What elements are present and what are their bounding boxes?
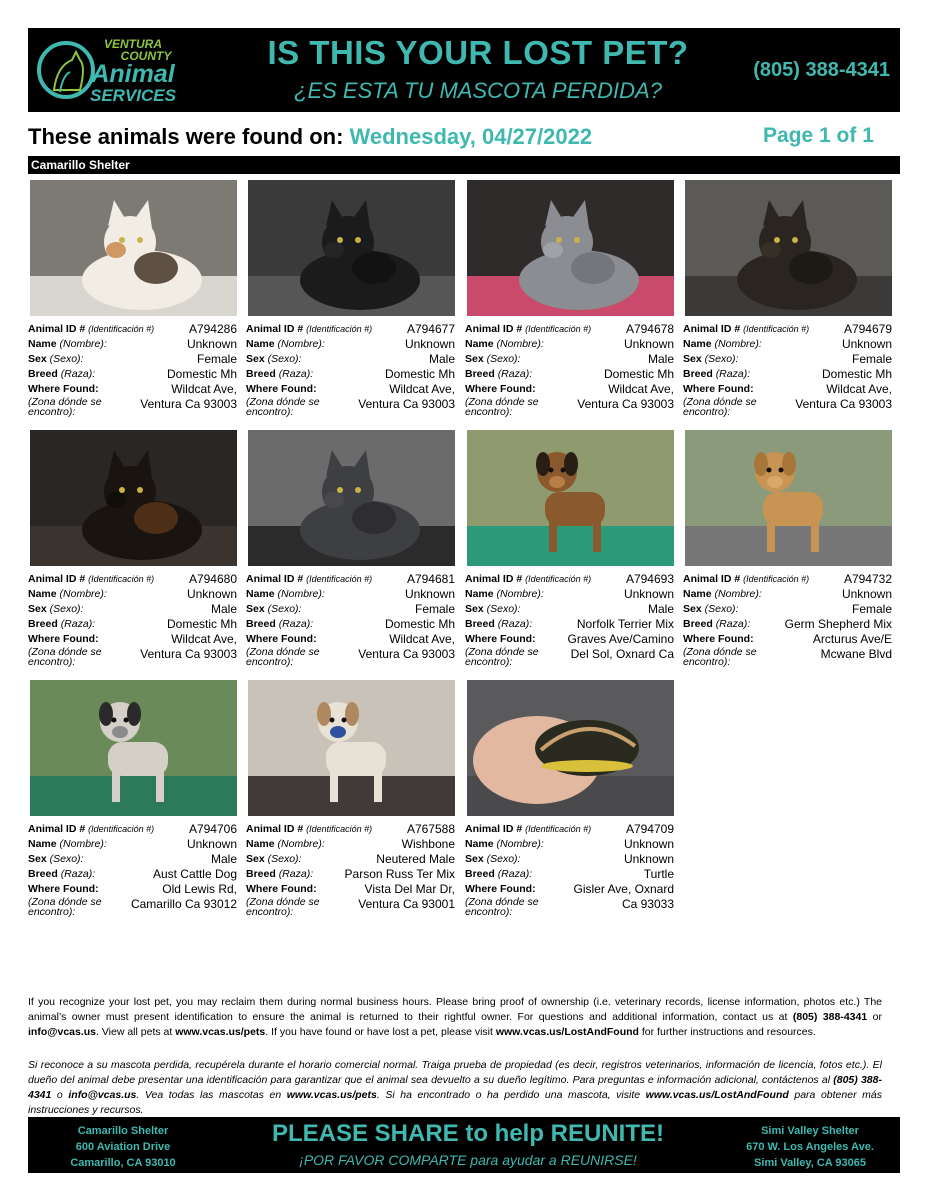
- name-value: Unknown: [186, 587, 237, 601]
- animal-id-label: Animal ID # (Identificación #): [465, 823, 592, 835]
- where-found-line-2: Ventura Ca 93003: [795, 397, 892, 411]
- where-found-line-1: Wildcat Ave,: [826, 382, 892, 396]
- animal-id-label: Animal ID # (Identificación #): [246, 823, 373, 835]
- breed-value: Aust Cattle Dog: [152, 867, 237, 881]
- animal-id-label: Animal ID # (Identificación #): [465, 573, 592, 585]
- animal-details: [683, 322, 892, 417]
- animal-details: [246, 572, 455, 667]
- logo-line-4: SERVICES: [90, 86, 176, 105]
- zone-label: (Zona dónde se encontro):: [28, 896, 102, 918]
- animal-id-label: Animal ID # (Identificación #): [246, 323, 373, 335]
- where-found-line-2: Ventura Ca 93003: [358, 647, 455, 661]
- where-found-label: Where Found:: [246, 883, 317, 895]
- sex-label: Sex (Sexo):: [246, 853, 302, 865]
- animal-card[interactable]: [465, 430, 675, 670]
- where-found-label: Where Found:: [28, 383, 99, 395]
- info-es-text-1: Si reconoce a su mascota perdida, recupérela durante el horario comercial normal. Traiga prueba de propiedad (es decir, registros veterinarios, información de licencia, fotos etc.). El dueño del animal debe presentar una identificación para garantizar que el animal sea devuelto a su dueño legítimo. Para preguntas e información adicional, contáctenos al: [28, 1059, 882, 1086]
- shelter-name: Camarillo Shelter: [31, 158, 130, 172]
- info-es-lostfound-link[interactable]: www.vcas.us/LostAndFound: [645, 1089, 789, 1101]
- sex-label: Sex (Sexo):: [465, 603, 521, 615]
- where-found-label: Where Found:: [465, 883, 536, 895]
- where-found-line-1: Graves Ave/Camino: [567, 632, 674, 646]
- animal-photo[interactable]: [30, 430, 237, 566]
- header-subtitle: ¿ES ESTA TU MASCOTA PERDIDA?: [294, 78, 662, 103]
- breed-label: Breed (Raza):: [246, 368, 314, 380]
- name-value: Unknown: [623, 587, 674, 601]
- animal-id-label: Animal ID # (Identificación #): [683, 573, 810, 585]
- name-label: Name (Nombre):: [246, 338, 325, 350]
- breed-label: Breed (Raza):: [28, 368, 96, 380]
- animal-details: [28, 322, 237, 417]
- breed-value: Domestic Mh: [603, 367, 674, 381]
- breed-label: Breed (Raza):: [465, 868, 533, 880]
- sex-label: Sex (Sexo):: [28, 853, 84, 865]
- breed-label: Breed (Raza):: [246, 618, 314, 630]
- header-banner: [28, 28, 900, 112]
- zone-label: (Zona dónde se encontro):: [28, 396, 102, 418]
- zone-label: (Zona dónde se encontro):: [683, 646, 757, 668]
- sex-value: Male: [647, 602, 674, 616]
- sex-value: Female: [851, 602, 892, 616]
- where-found-line-2: Del Sol, Oxnard Ca: [570, 647, 674, 661]
- info-english: [28, 995, 882, 1040]
- info-es-site-link[interactable]: www.vcas.us/pets: [286, 1089, 377, 1101]
- animal-photo[interactable]: [30, 180, 237, 316]
- where-found-line-1: Arcturus Ave/E: [812, 632, 892, 646]
- info-en-email[interactable]: info@vcas.us: [28, 1026, 97, 1038]
- name-value: Wishbone: [401, 837, 455, 851]
- sex-value: Male: [210, 852, 237, 866]
- footer-left-name: Camarillo Shelter: [77, 1125, 169, 1137]
- breed-label: Breed (Raza):: [28, 868, 96, 880]
- info-es-text-3: . Vea todas las mascotas en: [136, 1089, 287, 1101]
- name-label: Name (Nombre):: [28, 338, 107, 350]
- sex-label: Sex (Sexo):: [683, 353, 739, 365]
- sex-label: Sex (Sexo):: [28, 353, 84, 365]
- breed-value: Domestic Mh: [821, 367, 892, 381]
- where-found-line-2: Camarillo Ca 93012: [130, 897, 237, 911]
- where-found-line-1: Wildcat Ave,: [171, 382, 237, 396]
- animal-details: [465, 822, 674, 917]
- sex-label: Sex (Sexo):: [683, 603, 739, 615]
- header-phone[interactable]: (805) 388-4341: [753, 59, 890, 81]
- breed-label: Breed (Raza):: [246, 868, 314, 880]
- animal-card[interactable]: [28, 680, 238, 920]
- zone-label: (Zona dónde se encontro):: [465, 896, 539, 918]
- name-value: Unknown: [841, 337, 892, 351]
- animal-photo[interactable]: [248, 430, 455, 566]
- name-label: Name (Nombre):: [246, 588, 325, 600]
- breed-value: Parson Russ Ter Mix: [344, 867, 455, 881]
- logo-line-2: COUNTY: [120, 49, 172, 63]
- where-found-line-1: Vista Del Mar Dr,: [364, 882, 455, 896]
- name-label: Name (Nombre):: [28, 588, 107, 600]
- animal-id-value: A794693: [625, 572, 674, 586]
- sex-label: Sex (Sexo):: [465, 353, 521, 365]
- animal-photo[interactable]: [467, 430, 674, 566]
- footer-simi-address: [720, 1123, 900, 1171]
- footer-left-addr1: 600 Aviation Drive: [75, 1141, 171, 1153]
- sex-value: Female: [414, 602, 455, 616]
- info-es-text-5: para obtener más instrucciones y recursos.: [28, 1089, 882, 1116]
- name-label: Name (Nombre):: [465, 838, 544, 850]
- info-en-lostfound-link[interactable]: www.vcas.us/LostAndFound: [495, 1026, 639, 1038]
- sex-value: Female: [196, 352, 237, 366]
- info-es-text-4: . Si ha encontrado o ha perdido una mascota, visite: [376, 1089, 646, 1101]
- footer-left-addr2: Camarillo, CA 93010: [70, 1157, 176, 1169]
- info-es-text-2: o: [51, 1089, 69, 1101]
- breed-value: Domestic Mh: [384, 367, 455, 381]
- where-found-label: Where Found:: [465, 383, 536, 395]
- animal-details: [246, 322, 455, 417]
- breed-label: Breed (Raza):: [465, 368, 533, 380]
- header-title: IS THIS YOUR LOST PET?: [267, 34, 689, 71]
- animal-id-value: A794286: [188, 322, 237, 336]
- where-found-label: Where Found:: [683, 633, 754, 645]
- sex-value: Unknown: [623, 852, 674, 866]
- animal-id-label: Animal ID # (Identificación #): [683, 323, 810, 335]
- sex-value: Male: [647, 352, 674, 366]
- animal-card[interactable]: [246, 680, 456, 920]
- animal-details: [683, 572, 892, 667]
- footer-subtitle: ¡POR FAVOR COMPARTE para ayudar a REUNIRSE!: [299, 1152, 637, 1168]
- animal-photo[interactable]: [685, 180, 892, 316]
- name-label: Name (Nombre):: [683, 588, 762, 600]
- breed-label: Breed (Raza):: [683, 618, 751, 630]
- name-value: Unknown: [623, 837, 674, 851]
- where-found-line-2: Ventura Ca 93003: [358, 397, 455, 411]
- sex-value: Male: [428, 352, 455, 366]
- breed-value: Domestic Mh: [166, 367, 237, 381]
- logo-animal-silhouette-icon: [36, 34, 96, 106]
- animal-id-label: Animal ID # (Identificación #): [465, 323, 592, 335]
- info-en-site-link[interactable]: www.vcas.us/pets: [175, 1026, 266, 1038]
- where-found-line-2: Ca 93033: [621, 897, 674, 911]
- footer-banner: [28, 1117, 900, 1173]
- shelter-section-bar: [28, 156, 900, 174]
- breed-value: Domestic Mh: [384, 617, 455, 631]
- animal-id-label: Animal ID # (Identificación #): [28, 823, 155, 835]
- animal-card[interactable]: [28, 180, 238, 420]
- animal-photo[interactable]: [685, 430, 892, 566]
- animal-id-value: A794709: [625, 822, 674, 836]
- info-spanish: [28, 1058, 882, 1118]
- animal-id-label: Animal ID # (Identificación #): [28, 323, 155, 335]
- where-found-line-1: Gisler Ave, Oxnard: [573, 882, 674, 896]
- logo-wordmark: [90, 38, 176, 104]
- info-en-phone[interactable]: (805) 388-4341: [792, 1011, 868, 1023]
- date-prefix: These animals were found on:: [28, 124, 344, 149]
- animal-id-value: A794677: [406, 322, 455, 336]
- sex-value: Female: [851, 352, 892, 366]
- name-label: Name (Nombre):: [28, 838, 107, 850]
- name-label: Name (Nombre):: [246, 838, 325, 850]
- name-value: Unknown: [404, 587, 455, 601]
- zone-label: (Zona dónde se encontro):: [465, 646, 539, 668]
- animal-id-label: Animal ID # (Identificación #): [246, 573, 373, 585]
- footer-right-addr1: 670 W. Los Angeles Ave.: [746, 1141, 874, 1153]
- animal-id-value: A794680: [188, 572, 237, 586]
- where-found-line-2: Ventura Ca 93003: [140, 647, 237, 661]
- info-es-email[interactable]: info@vcas.us: [68, 1089, 137, 1101]
- where-found-line-2: Ventura Ca 93001: [358, 897, 455, 911]
- sex-label: Sex (Sexo):: [465, 853, 521, 865]
- animal-id-value: A794706: [188, 822, 237, 836]
- where-found-label: Where Found:: [246, 633, 317, 645]
- logo-line-3: Animal: [91, 60, 175, 88]
- where-found-line-1: Wildcat Ave,: [389, 632, 455, 646]
- animal-id-value: A794679: [843, 322, 892, 336]
- animal-card[interactable]: [246, 180, 456, 420]
- where-found-label: Where Found:: [683, 383, 754, 395]
- animal-photo[interactable]: [248, 180, 455, 316]
- animal-photo[interactable]: [248, 680, 455, 816]
- where-found-line-1: Wildcat Ave,: [389, 382, 455, 396]
- animal-card[interactable]: [246, 430, 456, 670]
- footer-title: PLEASE SHARE to help REUNITE!: [271, 1120, 665, 1147]
- animal-details: [246, 822, 455, 917]
- info-en-text-5: for further instructions and resources.: [638, 1026, 816, 1038]
- animal-details: [465, 322, 674, 417]
- info-es-phone[interactable]: (805) 388-4341: [28, 1074, 882, 1101]
- zone-label: (Zona dónde se encontro):: [246, 396, 320, 418]
- sex-value: Male: [210, 602, 237, 616]
- found-date-line: [28, 124, 592, 150]
- info-en-text-3: . View all pets at: [96, 1026, 176, 1038]
- animal-photo[interactable]: [467, 680, 674, 816]
- logo-line-1: VENTURA: [103, 37, 162, 51]
- where-found-line-1: Wildcat Ave,: [171, 632, 237, 646]
- animal-id-value: A794678: [625, 322, 674, 336]
- zone-label: (Zona dónde se encontro):: [28, 646, 102, 668]
- name-label: Name (Nombre):: [465, 338, 544, 350]
- page-indicator: Page 1 of 1: [763, 124, 874, 147]
- info-en-text-4: . If you have found or have lost a pet, please visit: [265, 1026, 496, 1038]
- info-en-text-2: or: [867, 1011, 882, 1023]
- footer-right-name: Simi Valley Shelter: [761, 1125, 859, 1137]
- animal-card[interactable]: [28, 430, 238, 670]
- breed-value: Germ Shepherd Mix: [784, 617, 892, 631]
- sex-label: Sex (Sexo):: [246, 603, 302, 615]
- zone-label: (Zona dónde se encontro):: [246, 646, 320, 668]
- name-label: Name (Nombre):: [465, 588, 544, 600]
- info-en-text-1: If you recognize your lost pet, you may reclaim them during normal business hours. Please bring proof of ownership (i.e. veterinary records, license information, photos etc.) The animal’s owner must present identification to ensure the animal is returned to their rightful owner. For questions and additional information, contact us at: [28, 996, 882, 1023]
- zone-label: (Zona dónde se encontro):: [465, 396, 539, 418]
- breed-value: Domestic Mh: [166, 617, 237, 631]
- animal-id-label: Animal ID # (Identificación #): [28, 573, 155, 585]
- animal-id-value: A794681: [406, 572, 455, 586]
- breed-label: Breed (Raza):: [465, 618, 533, 630]
- animal-card[interactable]: [465, 680, 675, 920]
- where-found-label: Where Found:: [28, 633, 99, 645]
- where-found-line-2: Ventura Ca 93003: [140, 397, 237, 411]
- animal-details: [28, 572, 237, 667]
- animal-photo[interactable]: [30, 680, 237, 816]
- name-label: Name (Nombre):: [683, 338, 762, 350]
- animal-details: [465, 572, 674, 667]
- breed-value: Norfolk Terrier Mix: [576, 617, 674, 631]
- breed-label: Breed (Raza):: [28, 618, 96, 630]
- animal-id-value: A767588: [406, 822, 455, 836]
- breed-value: Turtle: [643, 867, 674, 881]
- breed-label: Breed (Raza):: [683, 368, 751, 380]
- animal-card[interactable]: [465, 180, 675, 420]
- where-found-line-2: Mcwane Blvd: [820, 647, 892, 661]
- footer-camarillo-address: [28, 1123, 218, 1171]
- where-found-label: Where Found:: [28, 883, 99, 895]
- animal-photo[interactable]: [467, 180, 674, 316]
- name-value: Unknown: [841, 587, 892, 601]
- sex-label: Sex (Sexo):: [246, 353, 302, 365]
- animal-card[interactable]: [683, 180, 893, 420]
- animal-card[interactable]: [683, 430, 893, 670]
- sex-value: Neutered Male: [376, 852, 455, 866]
- name-value: Unknown: [623, 337, 674, 351]
- where-found-line-1: Old Lewis Rd,: [162, 882, 237, 896]
- where-found-label: Where Found:: [465, 633, 536, 645]
- footer-right-addr2: Simi Valley, CA 93065: [754, 1157, 866, 1169]
- animal-details: [28, 822, 237, 917]
- where-found-line-2: Ventura Ca 93003: [577, 397, 674, 411]
- name-value: Unknown: [186, 337, 237, 351]
- zone-label: (Zona dónde se encontro):: [683, 396, 757, 418]
- found-date: Wednesday, 04/27/2022: [349, 124, 593, 149]
- where-found-line-1: Wildcat Ave,: [608, 382, 674, 396]
- name-value: Unknown: [404, 337, 455, 351]
- sex-label: Sex (Sexo):: [28, 603, 84, 615]
- where-found-label: Where Found:: [246, 383, 317, 395]
- name-value: Unknown: [186, 837, 237, 851]
- zone-label: (Zona dónde se encontro):: [246, 896, 320, 918]
- vcas-logo: [36, 34, 206, 106]
- animal-id-value: A794732: [843, 572, 892, 586]
